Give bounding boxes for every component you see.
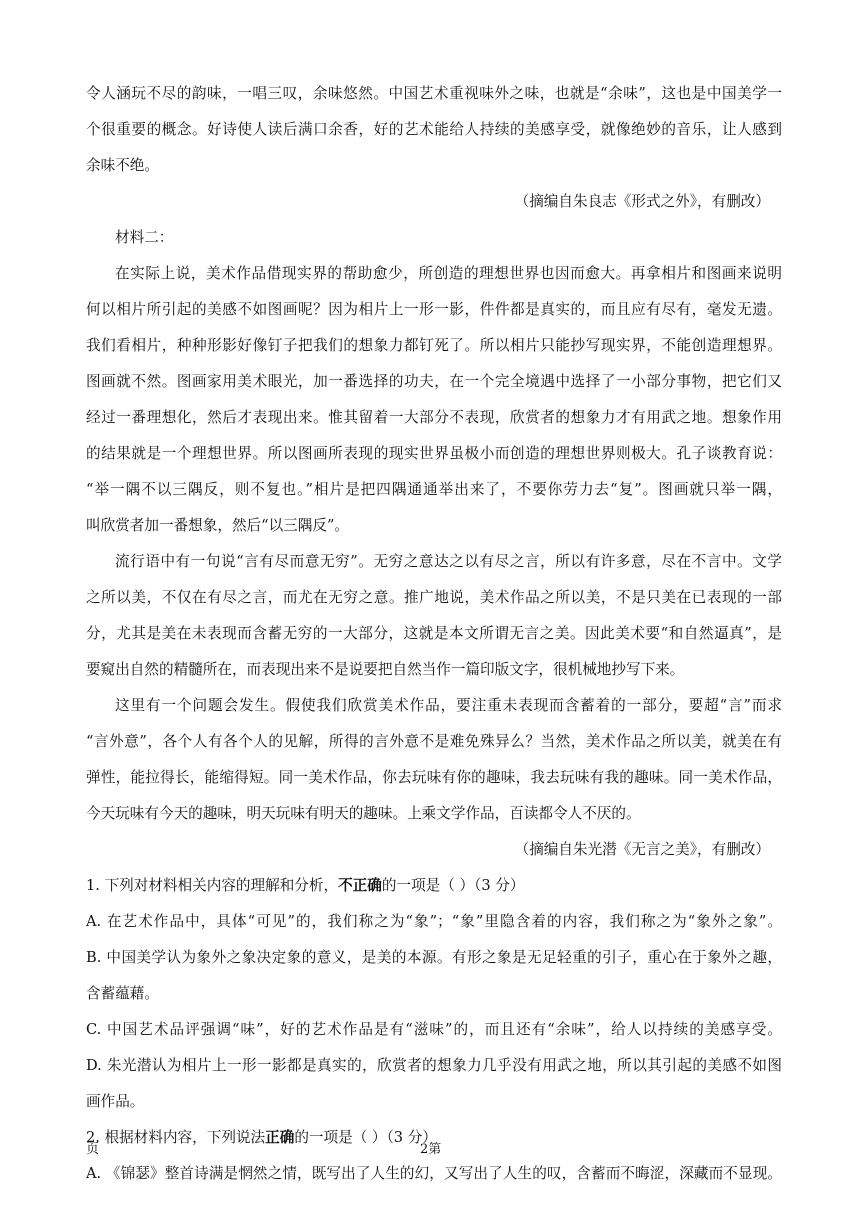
question-2-stem-pre: 2. 根据材料内容，下列说法 bbox=[86, 1129, 266, 1146]
paragraph-line: 何以相片所引起的美感不如图画呢？因为相片上一形一影，件件都是真实的，而且应有尽有，毫发无遗。 bbox=[86, 301, 782, 318]
paragraph-line: 经过一番理想化，然后才表现出来。惟其留着一大部分不表现，欣赏者的想象力才有用武之地。想象作用 bbox=[86, 409, 782, 426]
question-2-option-a: A. 《锦瑟》整首诗满是惘然之情，既写出了人生的幻，又写出了人生的叹，含蓄而不晦涩，深藏而不显现。 bbox=[86, 1165, 782, 1182]
question-1-option-b: B. 中国美学认为象外之象决定象的意义，是美的本源。有形之象是无足轻重的引子，重心在于象外之趣， bbox=[86, 949, 782, 966]
question-1-stem bbox=[86, 876, 782, 896]
paragraph-line: 分，尤其是美在未表现而含蓄无穷的一大部分，这就是本文所谓无言之美。因此美术要“和自然逼真”，是 bbox=[86, 625, 782, 642]
source-citation: （摘编自朱光潜《无言之美》，有删改） bbox=[514, 841, 770, 858]
paragraph-line: 余味不绝。 bbox=[86, 157, 159, 174]
material-heading: 材料二： bbox=[115, 229, 174, 246]
question-2-emphasis: 正确 bbox=[265, 1129, 295, 1146]
paragraph-line: 令人涵玩不尽的韵味，一唱三叹，余味悠然。中国艺术重视味外之味，也就是“余味”，这也是中国美学一 bbox=[86, 85, 782, 102]
question-1-stem-post: 的一项是（ ）（3 分） bbox=[381, 877, 525, 894]
paragraph-line: 个很重要的概念。好诗使人读后满口余香，好的艺术能给人持续的美感享受，就像绝妙的音乐，让人感到 bbox=[86, 121, 782, 138]
paragraph-line: 这里有一个问题会发生。假使我们欣赏美术作品，要注重未表现而含蓄着的一部分，要超“言”而求 bbox=[115, 697, 782, 714]
footer-page-label: 页 bbox=[86, 1142, 100, 1157]
paragraph-line: 图画就不然。图画家用美术眼光，加一番选择的功夫，在一个完全境遇中选择了一小部分事物，把它们又 bbox=[86, 373, 782, 390]
paragraph-line: 要窥出自然的精髓所在，而表现出来不是说要把自然当作一篇印版文字，很机械地抄写下来。 bbox=[86, 661, 685, 678]
question-1-option-c: C. 中国艺术品评强调“味”，好的艺术作品是有“滋味”的，而且还有“余味”，给人以持续的美感享受。 bbox=[86, 1021, 782, 1038]
question-1-option-b-cont: 含蓄蕴藉。 bbox=[86, 985, 159, 1002]
paragraph-line: 弹性，能拉得长，能缩得短。同一美术作品，你去玩味有你的趣味，我去玩味有我的趣味。同一美术作品， bbox=[86, 769, 782, 786]
question-1-option-a: A. 在艺术作品中，具体“可见”的，我们称之为“象”；“象”里隐含着的内容，我们称之为“象外之象”。 bbox=[86, 913, 782, 930]
question-1-emphasis: 不正确 bbox=[338, 877, 382, 894]
paragraph-line: 的结果就是一个理想世界。所以图画所表现的现实世界虽极小而创造的理想世界则极大。孔子谈教育说： bbox=[86, 445, 782, 462]
paragraph-line: “言外意”，各个人有各个人的见解，所得的言外意不是难免殊异么？当然，美术作品之所以美，就美在有 bbox=[86, 733, 782, 750]
footer-page-number: 2第 bbox=[420, 1142, 442, 1157]
paragraph-line: 流行语中有一句说“言有尽而意无穷”。无穷之意达之以有尽之言，所以有许多意，尽在不言中。文学 bbox=[115, 553, 782, 570]
question-1-stem-pre: 1. 下列对材料相关内容的理解和分析， bbox=[86, 877, 339, 894]
question-2-stem-post: 的一项是（ ）（3 分） bbox=[294, 1129, 437, 1146]
paragraph-line: 今天玩味有今天的趣味，明天玩味有明天的趣味。上乘文学作品，百读都令人不厌的。 bbox=[86, 805, 641, 822]
paragraph-line: 之所以美，不仅在有尽之言，而尤在无穷之意。推广地说，美术作品之所以美，不是只美在已表现的一部 bbox=[86, 589, 782, 606]
question-1-option-d-cont: 画作品。 bbox=[86, 1093, 145, 1110]
paragraph-line: 在实际上说，美术作品借现实界的帮助愈少，所创造的理想世界也因而愈大。再拿相片和图画来说明 bbox=[115, 265, 782, 282]
paragraph-line: 叫欣赏者加一番想象，然后“以三隅反”。 bbox=[86, 517, 350, 534]
paragraph-line: “举一隅不以三隅反，则不复也。”相片是把四隅通通举出来了，不要你劳力去“复”。图画就只举一隅， bbox=[86, 481, 782, 498]
paragraph-line: 我们看相片，种种形影好像钉子把我们的想象力都钉死了。所以相片只能抄写现实界，不能创造理想界。 bbox=[86, 337, 782, 354]
source-citation: （摘编自朱良志《形式之外》，有删改） bbox=[514, 193, 770, 210]
question-1-option-d: D. 朱光潜认为相片上一形一影都是真实的，欣赏者的想象力几乎没有用武之地，所以其引起的美感不如图 bbox=[86, 1057, 782, 1074]
